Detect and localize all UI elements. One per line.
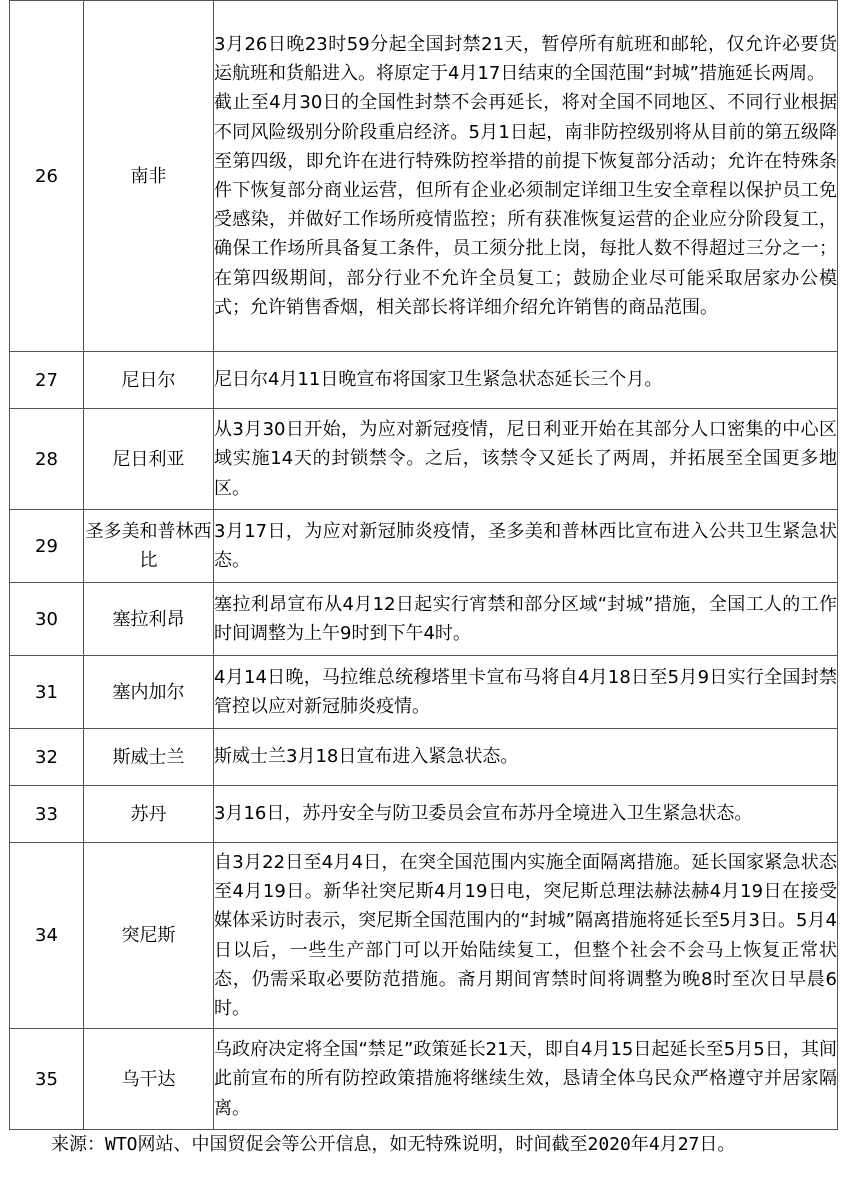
measure-paragraph: 3月26日晚23时59分起全国封禁21天，暂停所有航班和邮轮，仅允许必要货运航班和货船进入。将原定于4月17日结束的全国范围“封城”措施延长两周。 bbox=[214, 33, 837, 85]
table-row bbox=[10, 1, 838, 352]
table-row bbox=[10, 1029, 838, 1130]
country-name: 圣多美和普林西比 bbox=[84, 510, 214, 583]
country-name: 突尼斯 bbox=[84, 843, 214, 1029]
table-row bbox=[10, 656, 838, 729]
measure-paragraph: 从3月30日开始，为应对新冠疫情，尼日利亚开始在其部分人口密集的中心区域实施14天的封锁禁令。之后，该禁令又延长了两周，并拓展至全国更多地区。 bbox=[214, 419, 837, 499]
measure-details bbox=[214, 1029, 838, 1130]
row-number: 35 bbox=[10, 1029, 84, 1130]
row-number: 27 bbox=[10, 352, 84, 409]
measure-details bbox=[214, 352, 838, 409]
country-name: 南非 bbox=[84, 1, 214, 352]
row-number: 29 bbox=[10, 510, 84, 583]
measure-paragraph: 3月16日，苏丹安全与防卫委员会宣布苏丹全境进入卫生紧急状态。 bbox=[214, 803, 753, 825]
row-number: 31 bbox=[10, 656, 84, 729]
measure-details bbox=[214, 1, 838, 352]
measure-paragraph: 乌政府决定将全国“禁足”政策延长21天，即自4月15日起延长至5月5日，其间此前宣布的所有防控政策措施将继续生效，恳请全体乌民众严格遵守并居家隔离。 bbox=[214, 1039, 837, 1119]
table-row bbox=[10, 583, 838, 656]
measure-paragraph: 塞拉利昂宣布从4月12日起实行宵禁和部分区域“封城”措施，全国工人的工作时间调整为上午9时到下午4时。 bbox=[214, 593, 837, 644]
country-name: 斯威士兰 bbox=[84, 729, 214, 786]
measure-paragraph: 尼日尔4月11日晚宣布将国家卫生紧急状态延长三个月。 bbox=[214, 369, 663, 391]
measure-details bbox=[214, 510, 838, 583]
country-measures-table bbox=[9, 0, 838, 1130]
row-number: 26 bbox=[10, 1, 84, 352]
measure-paragraph: 斯威士兰3月18日宣布进入紧急状态。 bbox=[214, 746, 519, 768]
country-name: 塞内加尔 bbox=[84, 656, 214, 729]
row-number: 33 bbox=[10, 786, 84, 843]
measure-paragraph: 截止至4月30日的全国性封禁不会再延长，将对全国不同地区、不同行业根据不同风险级别分阶段重启经济。5月1日起，南非防控级别将从目前的第五级降至第四级，即允许在进行特殊防控举措的前提下恢复部分活动；允许在特殊条件下恢复部分商业运营，但所有企业必须制定详细卫生安全章程以保护员工免受感染，并做好工作场所疫情监控；所有获准恢复运营的企业应分阶段复工，确保工作场所具备复工条件，员工须分批上岗，每批人数不得超过三分之一；在第四级期间，部分行业不允许全员复工；鼓励企业尽可能采取居家办公模式；允许销售香烟，相关部长将详细介绍允许销售的商品范围。 bbox=[214, 92, 837, 318]
measure-paragraph: 自3月22日至4月4日，在突全国范围内实施全面隔离措施。延长国家紧急状态至4月19日。新华社突尼斯4月19日电，突尼斯总理法赫法赫4月19日在接受媒体采访时表示，突尼斯全国范围内的“封城”隔离措施将延长至5月3日。5月4日以后，一些生产部门可以开始陆续复工，但整个社会不会马上恢复正常状态，仍需采取必要防范措施。斋月期间宵禁时间将调整为晚8时至次日早晨6时。 bbox=[214, 851, 837, 1019]
table-row bbox=[10, 843, 838, 1029]
country-name: 乌干达 bbox=[84, 1029, 214, 1130]
table-body bbox=[10, 1, 838, 1130]
country-name: 塞拉利昂 bbox=[84, 583, 214, 656]
country-name: 尼日尔 bbox=[84, 352, 214, 409]
country-name: 尼日利亚 bbox=[84, 409, 214, 510]
country-name: 苏丹 bbox=[84, 786, 214, 843]
table-row bbox=[10, 729, 838, 786]
table-row bbox=[10, 786, 838, 843]
row-number: 28 bbox=[10, 409, 84, 510]
table-row bbox=[10, 409, 838, 510]
table-row bbox=[10, 352, 838, 409]
measure-details bbox=[214, 843, 838, 1029]
row-number: 34 bbox=[10, 843, 84, 1029]
measure-details bbox=[214, 729, 838, 786]
source-note-text: 来源：WTO网站、中国贸促会等公开信息，如无特殊说明，时间截至2020年4月27日。 bbox=[51, 1134, 736, 1155]
measure-paragraph: 3月17日，为应对新冠肺炎疫情，圣多美和普林西比宣布进入公共卫生紧急状态。 bbox=[214, 520, 837, 571]
measure-details bbox=[214, 583, 838, 656]
measure-details bbox=[214, 786, 838, 843]
source-note bbox=[9, 1130, 838, 1160]
measure-details bbox=[214, 409, 838, 510]
measure-details bbox=[214, 656, 838, 729]
row-number: 30 bbox=[10, 583, 84, 656]
measure-paragraph: 4月14日晚，马拉维总统穆塔里卡宣布马将自4月18日至5月9日实行全国封禁管控以应对新冠肺炎疫情。 bbox=[214, 666, 837, 717]
table-row bbox=[10, 510, 838, 583]
row-number: 32 bbox=[10, 729, 84, 786]
